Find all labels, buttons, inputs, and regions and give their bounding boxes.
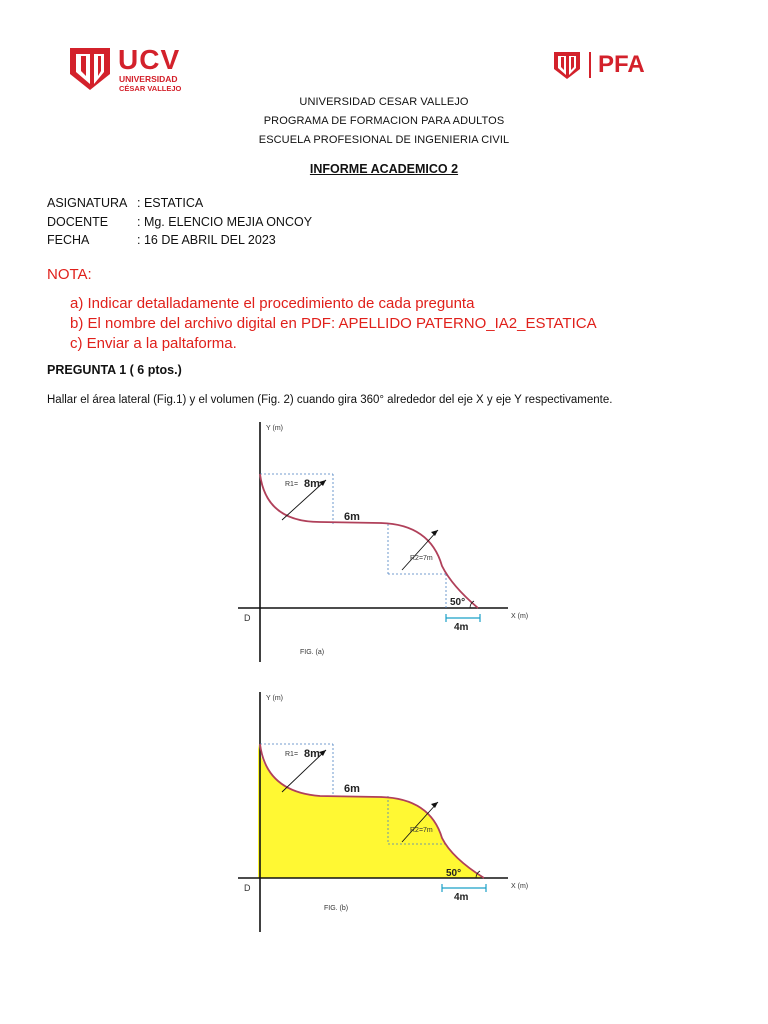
question-title: PREGUNTA 1 ( 6 ptos.) [47,363,182,377]
base-label: 4m [454,622,469,633]
r1-label: R1= [285,481,299,488]
pfa-logo [553,50,673,84]
field-docente [47,215,312,229]
r2-label: R2=7m [410,555,433,562]
angle-label: 50° [446,868,462,879]
origin-label: D [244,613,251,623]
r2-arrowhead-icon [431,802,438,808]
nota-heading: NOTA: [47,266,92,283]
field-asignatura [47,196,203,210]
ucv-line2: CÉSAR VALLEJO [119,84,182,93]
field-value: : 16 DE ABRIL DEL 2023 [137,233,276,247]
field-value: : ESTATICA [137,196,204,210]
r1-value: 8m [304,478,320,490]
field-label: DOCENTE [47,215,109,229]
origin-label: D [244,883,251,893]
x-axis-label: X (m) [511,883,529,890]
figure-caption: FIG. (b) [324,905,349,912]
institution-line-2: PROGRAMA DE FORMACION PARA ADULTOS [263,115,505,127]
ucv-brand: UCV [118,44,181,75]
x-axis-label: X (m) [511,613,529,620]
nota-item-b: b) El nombre del archivo digital en PDF: APELLIDO PATERNO_IA2_ESTATICA [70,315,597,332]
profile-curve [260,474,478,608]
figure-a [230,418,540,666]
figure-b [230,688,540,936]
institution-line-3: ESCUELA PROFESIONAL DE INGENIERIA CIVIL [258,134,510,146]
length-label: 6m [344,783,360,795]
r1-label: R1= [285,751,299,758]
field-label: ASIGNATURA [47,196,128,210]
y-axis-label: Y (m) [266,425,283,432]
y-axis-label: Y (m) [266,695,283,702]
r2-label: R2=7m [410,827,433,834]
r1-value: 8m [304,748,320,760]
pfa-shield-icon [553,50,581,80]
report-title: INFORME ACADEMICO 2 [309,162,459,176]
dashed-guides [260,474,446,608]
question-text: Hallar el área lateral (Fig.1) y el volumen (Fig. 2) cuando gira 360° alrededor del eje X y eje Y respectivamente. [47,394,613,406]
r2-arrowhead-icon [431,530,438,536]
figure-caption: FIG. (a) [300,649,325,656]
ucv-shield-icon [68,44,112,92]
filled-region [258,744,484,878]
pfa-divider [589,52,591,78]
length-label: 6m [344,511,360,523]
nota-item-c: c) Enviar a la paltaforma. [70,335,237,352]
field-fecha [47,233,276,247]
angle-label: 50° [450,597,466,608]
base-label: 4m [454,892,469,903]
field-label: FECHA [47,233,90,247]
ucv-logo [68,44,198,94]
nota-item-a: a) Indicar detalladamente el procedimiento de cada pregunta [70,295,475,312]
pfa-brand: PFA [598,51,645,78]
institution-line-1: UNIVERSIDAD CESAR VALLEJO [299,96,469,108]
ucv-line1: UNIVERSIDAD [119,74,178,84]
r2-arrow [402,530,438,570]
field-value: : Mg. ELENCIO MEJIA ONCOY [137,215,313,229]
